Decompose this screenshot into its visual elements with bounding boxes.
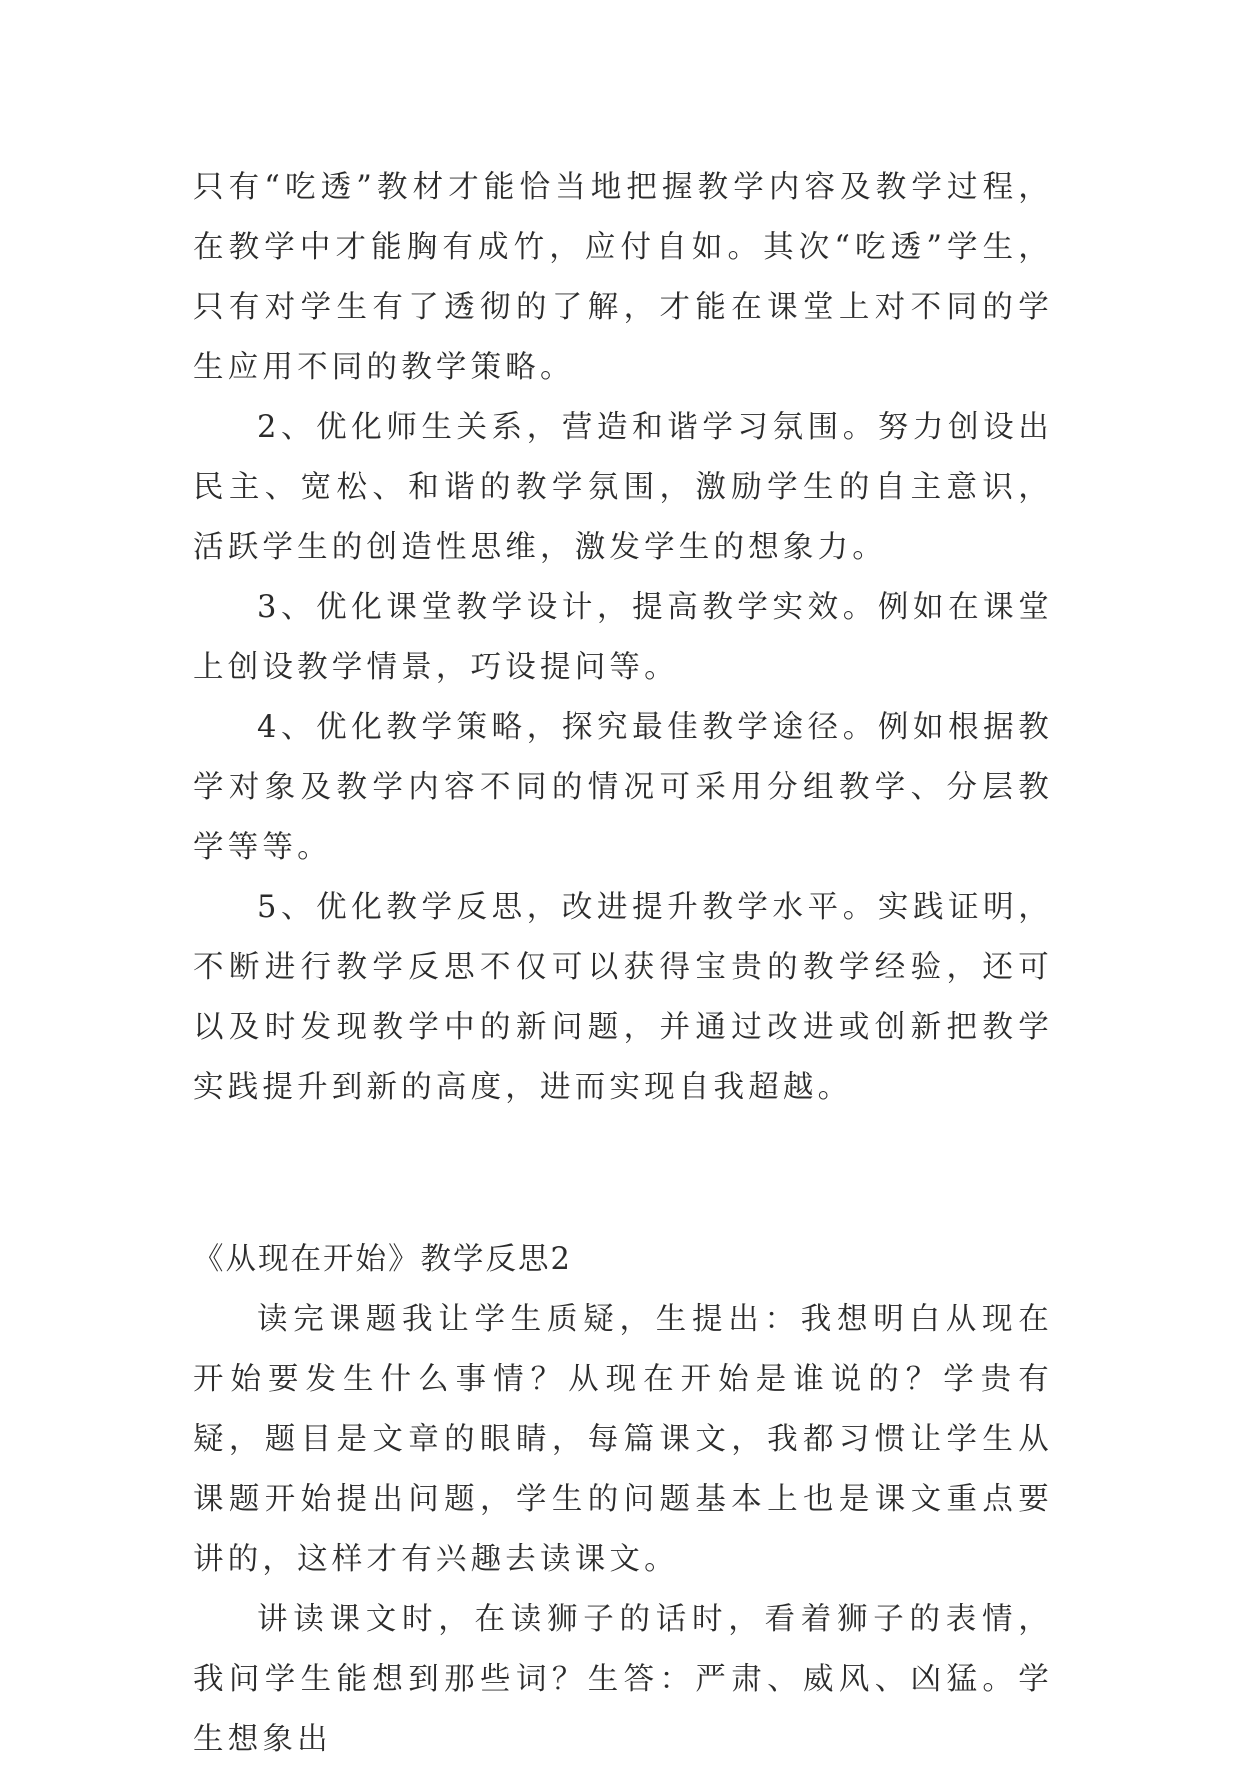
section-title: 《从现在开始》教学反思2 [193,1242,572,1277]
paragraph-point-4: 4、优化教学策略，探究最佳教学途径。例如根据教学对象及教学内容不同的情况可采用分组教学、分层教学等等。 [193,710,1053,865]
paragraph-point-5: 5、优化教学反思，改进提升教学水平。实践证明，不断进行教学反思不仅可以获得宝贵的教学经验，还可以及时发现教学中的新问题，并通过改进或创新把教学实践提升到新的高度，进而实现自我超越。 [193,890,1053,1105]
paragraph-continuation: 只有“吃透”教材才能恰当地把握教学内容及教学过程，在教学中才能胸有成竹，应付自如。其次“吃透”学生，只有对学生有了透彻的了解，才能在课堂上对不同的学生应用不同的教学策略。 [193,170,1053,385]
paragraph-reading-text: 讲读课文时，在读狮子的话时，看着狮子的表情，我问学生能想到那些词？生答：严肃、威风、凶猛。学生想象出 [193,1602,1053,1757]
paragraph-point-2: 2、优化师生关系，营造和谐学习氛围。努力创设出民主、宽松、和谐的教学氛围，激励学生的自主意识，活跃学生的创造性思维，激发学生的想象力。 [193,410,1053,565]
document-body [193,158,1053,1770]
paragraph-reading-title: 读完课题我让学生质疑，生提出：我想明白从现在开始要发生什么事情？从现在开始是谁说的？学贵有疑，题目是文章的眼睛，每篇课文，我都习惯让学生从课题开始提出问题，学生的问题基本上也是课文重点要讲的，这样才有兴趣去读课文。 [193,1302,1053,1577]
paragraph-point-3: 3、优化课堂教学设计，提高教学实效。例如在课堂上创设教学情景，巧设提问等。 [193,590,1053,685]
